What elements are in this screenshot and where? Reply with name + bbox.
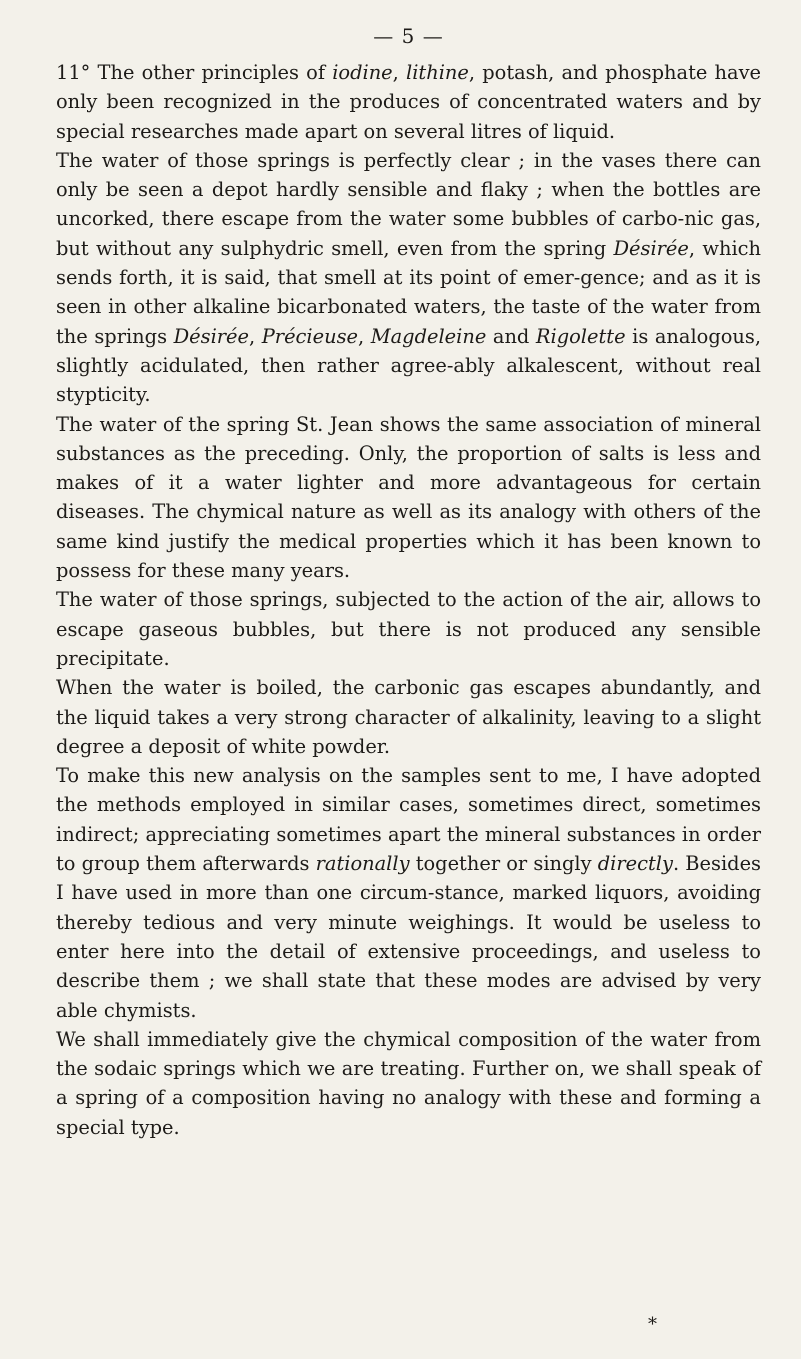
signature-mark: * xyxy=(648,1314,657,1335)
text-run: , xyxy=(392,61,407,84)
italic-term: lithine xyxy=(406,61,469,84)
paragraph xyxy=(56,410,761,586)
italic-term: iodine xyxy=(332,61,393,84)
paragraph xyxy=(56,673,761,761)
italic-term: Magdeleine xyxy=(370,324,487,348)
text-run: The water of those springs, subjected to the action of the air, allows to escape gaseous bubbles, but there is not produced any sensible precipitate. xyxy=(56,588,761,670)
italic-term: directly xyxy=(597,852,673,876)
italic-term: rationally xyxy=(315,852,410,876)
text-run: and xyxy=(486,324,536,348)
text-run: , potash, and phosphate have only been recognized in the produces of concentrated waters and by special researches made apart on several litres of liquid. xyxy=(56,61,762,143)
paragraph xyxy=(56,58,761,146)
italic-term: Précieuse xyxy=(261,324,358,348)
text-run: 11° The other principles of xyxy=(56,61,333,84)
italic-term: Rigolette xyxy=(535,324,626,348)
text-run: together or singly xyxy=(409,852,598,876)
text-run: To make this new analysis on the samples sent to me, I have adopted the methods employed in similar cases, sometimes direct, sometimes indirect; appreciating sometimes apart the mineral substances in order to group them afterwards xyxy=(56,764,761,876)
paragraph xyxy=(56,146,761,410)
italic-term: Désirée xyxy=(173,324,249,348)
text-run: , xyxy=(358,324,371,348)
text-run: , which sends forth, it is said, that smell at its point of emer-gence; and as it is seen in other alkaline bicarbonated waters, the taste of the water from the springs xyxy=(56,236,761,348)
text-run: When the water is boiled, the carbonic gas escapes abundantly, and the liquid takes a very strong character of alkalinity, leaving to a slight degree a deposit of white powder. xyxy=(56,676,761,758)
body-text xyxy=(56,58,761,1142)
text-run: We shall immediately give the chymical composition of the water from the sodaic springs which we are treating. Further on, we shall speak of a spring of a composition having no analogy with these and forming a special type. xyxy=(56,1027,761,1139)
text-run: is analogous, slightly acidulated, then rather agree-ably alkalescent, without real stypticity. xyxy=(56,324,762,407)
text-run: The water of those springs is perfectly clear ; in the vases there can only be seen a depot hardly sensible and flaky ; when the bottles are uncorked, there escape from the water some bubbles of carbo-nic gas, but without any sulphydric smell, even from the spring xyxy=(56,148,761,260)
text-run: . Besides I have used in more than one circum-stance, marked liquors, avoiding thereby tedious and very minute weighings. It would be useless to enter here into the detail of extensive proceedings, and useless to describe them ; we shall state that these modes are advised by very able chymists. xyxy=(56,852,761,1022)
paragraph xyxy=(56,1025,761,1142)
text-run: The water of the spring St. Jean shows the same association of mineral substances as the preceding. Only, the proportion of salts is less and makes of it a water lighter and more advantageous for certain diseases. The chymical nature as well as its analogy with others of the same kind justify the medical properties which it has been known to possess for these many years. xyxy=(56,412,761,583)
italic-term: Désirée xyxy=(613,236,689,260)
page-number: — 5 — xyxy=(373,24,444,48)
paragraph xyxy=(56,761,761,1025)
paragraph xyxy=(56,585,761,673)
text-run: , xyxy=(249,324,262,348)
